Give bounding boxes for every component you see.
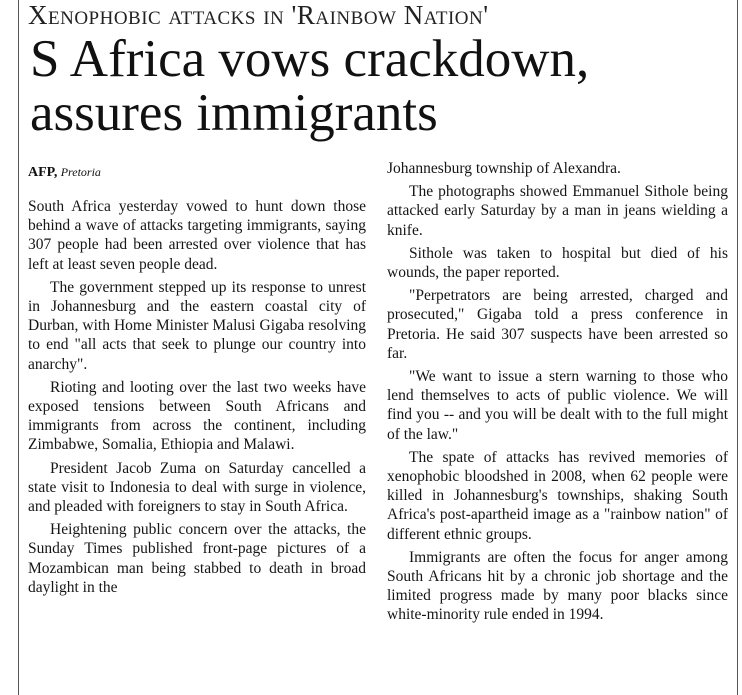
paragraph: The spate of attacks has revived memories of xenophobic bloodshed in 2008, when 62 people were killed in Johannesburg's townships, shaking South Africa's post-apartheid image as a "rainbow nation" of different ethnic groups. [387,448,728,543]
paragraph: Heightening public concern over the attacks, the Sunday Times published front-page pictures of a Mozambican man being stabbed to death in broad daylight in the [28,521,366,596]
paragraph: Sithole was taken to hospital but died of his wounds, the paper reported. [387,244,728,282]
paragraph: South Africa yesterday vowed to hunt down those behind a wave of attacks targeting immigrants, saying 307 people had been arrested over violence that has left at least seven people dead. [28,198,366,273]
column-rule-left [18,0,19,695]
headline-line-2: assures immigrants [30,84,438,142]
paragraph: The government stepped up its response to unrest in Johannesburg and the eastern coastal city of Durban, with Home Minister Malusi Gigaba resolving to end "all acts that seek to plunge our country into anarchy". [28,278,366,373]
body-column-1 [28,197,366,601]
paragraph: "We want to issue a stern warning to those who lend themselves to acts of public violence. We will find you -- and you will be dealt with to the full might of the law." [387,368,728,443]
byline [28,164,101,181]
headline-line-1: S Africa vows crackdown, [30,30,590,88]
paragraph: President Jacob Zuma on Saturday cancelled a state visit to Indonesia to deal with surge in violence, and pleaded with foreigners to stay in South Africa. [28,459,366,516]
kicker: Xenophobic attacks in 'Rainbow Nation' [28,0,489,30]
byline-agency: AFP, [28,165,58,180]
paragraph: The photographs showed Emmanuel Sithole being attacked early Saturday by a man in jeans wielding a knife. [387,183,728,239]
paragraph-continuation: Johannesburg township of Alexandra. [387,160,621,177]
headline [30,32,736,140]
column-rule-right [737,0,738,695]
body-column-2 [387,159,728,629]
paragraph: Immigrants are often the focus for anger among South Africans hit by a chronic job shortage and the limited progress made by many poor blacks since white-minority rule ended in 1994. [387,548,728,624]
paragraph: Rioting and looting over the last two weeks have exposed tensions between South Africans and immigrants from across the continent, including Zimbabwe, Somalia, Ethiopia and Malawi. [28,378,366,454]
byline-place: Pretoria [60,165,101,179]
paragraph: "Perpetrators are being arrested, charged and prosecuted," Gigaba told a press conference in Pretoria. He said 307 suspects have been arrested so far. [387,287,728,362]
